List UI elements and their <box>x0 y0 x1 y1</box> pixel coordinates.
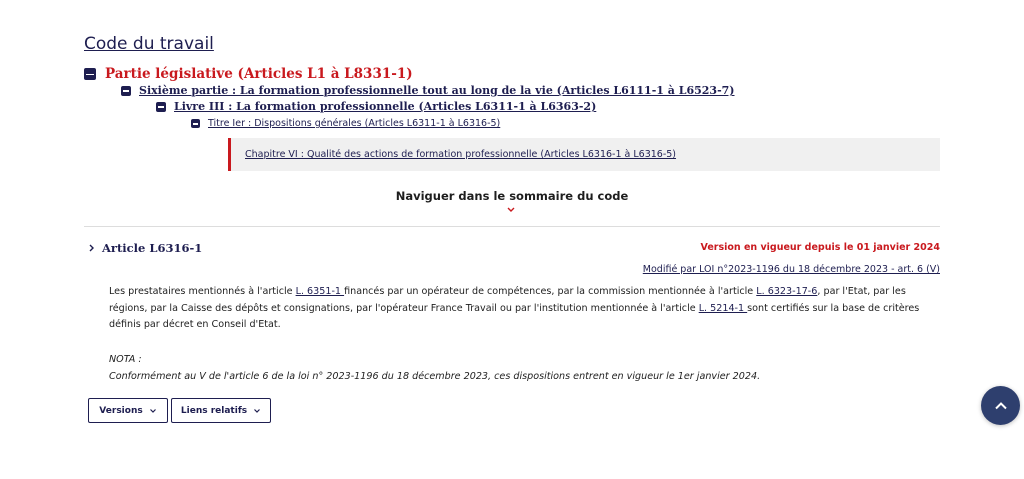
chevron-right-icon <box>88 243 96 253</box>
chapter-current-box <box>228 138 940 171</box>
article-text: sont certifiés sur la base de critères définis par décret en Conseil d'Etat. <box>109 302 920 330</box>
collapse-minus-icon[interactable] <box>156 102 166 112</box>
code-title-link[interactable]: Code du travail <box>84 34 214 54</box>
scroll-to-top-button[interactable] <box>981 386 1020 425</box>
navigate-summary-toggle[interactable]: Naviguer dans le sommaire du code <box>395 189 629 203</box>
nota-text: Conformément au V de l'article 6 de la loi n° 2023-1196 du 18 décembre 2023, ces dispositions entrent en vigueur le 1er janvier 2024. <box>109 370 761 382</box>
chevron-down-icon <box>149 408 157 414</box>
article-link-l6323-17-6[interactable]: L. 6323-17-6 <box>756 286 818 297</box>
tree-titre-ier[interactable] <box>191 118 500 129</box>
article-link-l6351-1[interactable]: L. 6351-1 <box>295 286 345 297</box>
chevron-down-icon[interactable] <box>505 204 517 216</box>
collapse-minus-icon[interactable] <box>121 86 131 96</box>
nota-block <box>109 352 941 385</box>
versions-button-label: Versions <box>99 405 143 416</box>
tree-livre-iii[interactable] <box>156 100 596 113</box>
article-text: , par l'Etat, par les régions, par la Caisse des dépôts et consignations, par l'opérateur France Travail ou par l'institution mentionnée à l'article <box>109 286 906 314</box>
article-link-l5214-1[interactable]: L. 5214-1 <box>698 302 748 314</box>
modified-by-link[interactable]: Modifié par LOI n°2023-1196 du 18 décembre 2023 - art. 6 (V) <box>642 264 940 275</box>
liens-relatifs-button-label: Liens relatifs <box>180 405 248 416</box>
divider <box>84 226 940 227</box>
tree-partie-legislative[interactable] <box>84 66 413 82</box>
nota-label: NOTA : <box>109 354 142 365</box>
article-body <box>109 284 941 334</box>
liens-relatifs-button[interactable] <box>171 398 271 423</box>
tree-sixieme-partie[interactable] <box>121 84 735 97</box>
article-title-label: Article L6316-1 <box>102 241 203 255</box>
tree-livre-iii-label[interactable]: Livre III : La formation professionnelle (Articles L6311-1 à L6363-2) <box>174 100 597 113</box>
article-title-toggle[interactable] <box>88 241 202 255</box>
collapse-minus-icon[interactable] <box>191 119 200 128</box>
chapter-link[interactable]: Chapitre VI : Qualité des actions de formation professionnelle (Articles L6316-1 à L6316-5) <box>245 149 677 160</box>
tree-sixieme-partie-label[interactable]: Sixième partie : La formation professionnelle tout au long de la vie (Articles L6111-1 à L6523-7) <box>139 84 735 97</box>
article-text: Les prestataires mentionnés à l'article <box>109 286 296 297</box>
tree-partie-legislative-label[interactable]: Partie législative (Articles L1 à L8331-1) <box>105 66 413 82</box>
collapse-minus-icon[interactable] <box>84 68 96 80</box>
version-status: Version en vigueur depuis le 01 janvier 2024 <box>700 242 940 253</box>
chevron-up-icon <box>993 398 1009 414</box>
chevron-down-icon <box>253 408 261 414</box>
article-text: financés par un opérateur de compétences, par la commission mentionnée à l'article <box>344 286 757 297</box>
versions-button[interactable] <box>88 398 168 423</box>
tree-titre-ier-label[interactable]: Titre Ier : Dispositions générales (Articles L6311-1 à L6316-5) <box>208 118 501 129</box>
